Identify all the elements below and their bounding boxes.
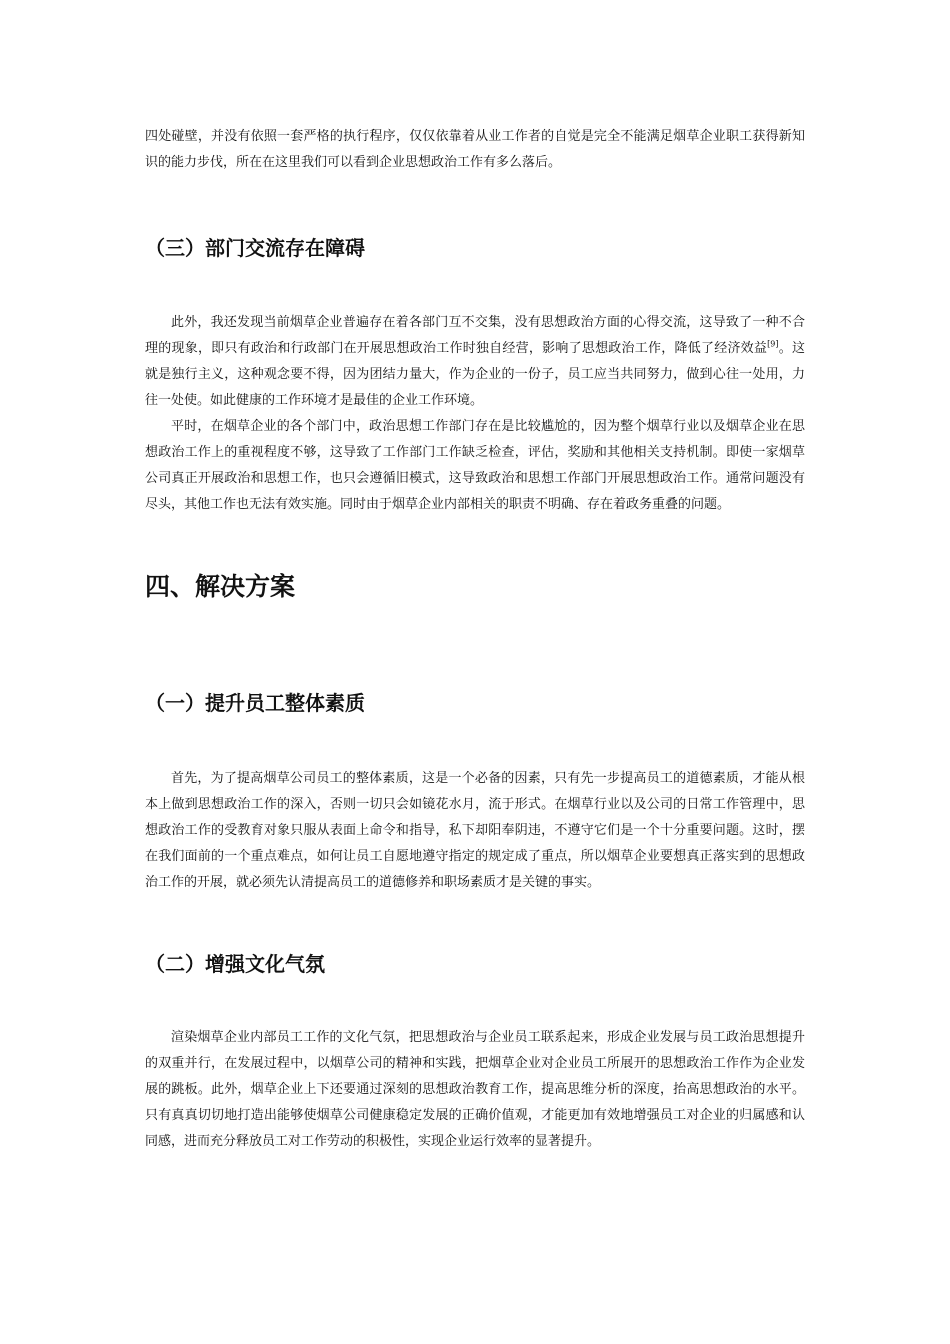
paragraph-text: 此外，我还发现当前烟草企业普遍存在着各部门互不交集，没有思想政治方面的心得交流，这导致了一种不合理的现象，即只有政治和行政部门在开展思想政治工作时独自经营，影响了思想政治工作，降低了经济效益 bbox=[145, 315, 805, 356]
intro-paragraph: 四处碰壁，并没有依照一套严格的执行程序，仅仅依靠着从业工作者的自觉是完全不能满足烟草企业职工获得新知识的能力步伐，所在在这里我们可以看到企业思想政治工作有多么落后。 bbox=[145, 129, 805, 170]
subsection-1-paragraph: 首先，为了提高烟草公司员工的整体素质，这是一个必备的因素，只有先一步提高员工的道德素质，才能从根本上做到思想政治工作的深入，否则一切只会如镜花水月，流于形式。在烟草行业以及公司的日常工作管理中，思想政治工作的受教育对象只服从表面上命令和指导，私下却阳奉阴违，不遵守它们是一个十分重要问题。这时，摆在我们面前的一个重点难点，如何让员工自愿地遵守指定的规定成了重点，所以烟草企业要想真正落实到的思想政治工作的开展，就必须先认清提高员工的道德修养和职场素质才是关键的事实。 bbox=[145, 771, 805, 890]
section-3-paragraph-1 bbox=[145, 310, 805, 414]
section-3-paragraph-2: 平时，在烟草企业的各个部门中，政治思想工作部门存在是比较尴尬的，因为整个烟草行业以及烟草企业在思想政治工作上的重视程度不够，这导致了工作部门工作缺乏检查，评估，奖励和其他相关支持机制。即使一家烟草公司真正开展政治和思想工作，也只会遵循旧模式，这导致政治和思想工作部门开展思想政治工作。通常问题没有尽头，其他工作也无法有效实施。同时由于烟草企业内部相关的职责不明确、存在着政务重叠的问题。 bbox=[145, 419, 805, 512]
chapter-heading: 四、解决方案 bbox=[145, 572, 296, 601]
subsection-2-paragraph: 渲染烟草企业内部员工工作的文化气氛，把思想政治与企业员工联系起来，形成企业发展与员工政治思想提升的双重并行，在发展过程中，以烟草公司的精神和实践，把烟草企业对企业员工所展开的思想政治工作作为企业发展的跳板。此外，烟草企业上下还要通过深刻的思想政治教育工作，提高思维分析的深度，抬高思想政治的水平。只有真真切切地打造出能够使烟草公司健康稳定发展的正确价值观，才能更加有效地增强员工对企业的归属感和认同感，进而充分释放员工对工作劳动的积极性，实现企业运行效率的显著提升。 bbox=[145, 1030, 805, 1149]
citation-reference[interactable]: [9] bbox=[767, 339, 779, 349]
subsection-heading-2: （二）增强文化气氛 bbox=[145, 952, 325, 976]
section-heading-3: （三）部门交流存在障碍 bbox=[145, 236, 365, 260]
subsection-heading-1: （一）提升员工整体素质 bbox=[145, 691, 365, 715]
paragraph-text: 。这就是独行主义，这种观念要不得，因为团结力量大，作为企业的一份子，员工应当共同努力，做到心往一处用，力往一处使。如此健康的工作环境才是最佳的企业工作环境。 bbox=[145, 341, 805, 408]
